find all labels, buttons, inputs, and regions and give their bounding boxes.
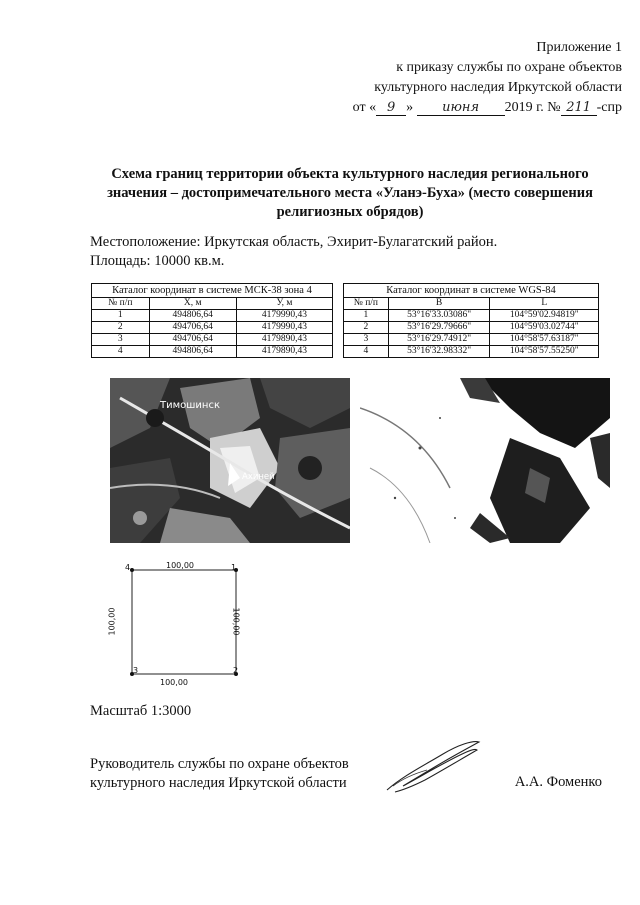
cell-x: 494806,64	[149, 346, 236, 358]
map-label-village: Ахиней	[242, 472, 275, 482]
msk-col-number: № п/п	[92, 298, 150, 310]
cell-x: 494806,64	[149, 310, 236, 322]
boundary-square	[132, 570, 239, 675]
cell-latitude: 53°16'29.79666"	[388, 322, 490, 334]
title-line-1: Схема границ территории объекта культурного наследия регионального	[111, 166, 589, 182]
wgs-col-b: B	[388, 298, 490, 310]
detail-satellite-image	[360, 378, 610, 543]
table-row	[92, 322, 333, 334]
signer-position-line-2: культурного наследия Иркутской области	[90, 775, 347, 791]
cell-number: 3	[344, 334, 389, 346]
point-3-label: 3	[133, 666, 139, 675]
handwritten-signature	[383, 736, 483, 794]
wgs-col-number: № п/п	[344, 298, 389, 310]
order-day: 9	[376, 100, 406, 116]
cell-y: 4179890,43	[236, 346, 332, 358]
point-4-marker	[130, 568, 134, 572]
cell-latitude: 53°16'33.03086"	[388, 310, 490, 322]
side-right-length: 100,00	[231, 607, 241, 636]
cell-number: 1	[344, 310, 389, 322]
signer-name: А.А. Фоменко	[514, 774, 602, 790]
cell-x: 494706,64	[149, 334, 236, 346]
wgs-table-caption: Каталог координат в системе WGS-84	[344, 284, 599, 298]
table-row	[344, 334, 599, 346]
cell-number: 2	[344, 322, 389, 334]
msk-col-x: X, м	[149, 298, 236, 310]
table-row	[92, 334, 333, 346]
cell-number: 3	[92, 334, 150, 346]
cell-number: 4	[344, 346, 389, 358]
point-1-label: 1	[231, 563, 237, 572]
title-line-2: значения – достопримечательного места «Уланэ-Буха» (место совершения	[107, 185, 593, 201]
cell-number: 4	[92, 346, 150, 358]
msk-table-caption: Каталог координат в системе МСК-38 зона 4	[92, 284, 333, 298]
issuing-authority: культурного наследия Иркутской области	[374, 80, 622, 95]
title-line-3: религиозных обрядов)	[276, 204, 424, 220]
map-scale: Масштаб 1:3000	[90, 703, 192, 719]
boundary-plan	[112, 562, 242, 690]
overview-satellite-image	[110, 378, 350, 543]
order-number: 211	[561, 100, 597, 116]
table-row	[344, 322, 599, 334]
signer-position-line-1: Руководитель службы по охране объектов	[90, 756, 349, 772]
table-row	[344, 346, 599, 358]
appendix-number: Приложение 1	[536, 40, 622, 55]
order-reference: к приказу службы по охране объектов	[396, 60, 622, 75]
side-top-length: 100,00	[166, 561, 194, 570]
cell-y: 4179990,43	[236, 322, 332, 334]
date-mid: »	[406, 100, 414, 115]
cell-longitude: 104°58'57.55250"	[490, 346, 599, 358]
cell-longitude: 104°58'57.63187"	[490, 334, 599, 346]
cell-longitude: 104°59'03.02744"	[490, 322, 599, 334]
detail-map-graphic	[360, 378, 610, 543]
msk-col-y: У, м	[236, 298, 332, 310]
order-date-line	[353, 98, 622, 118]
location-text: Местоположение: Иркутская область, Эхирит-Булагатский район.	[90, 234, 498, 250]
side-bottom-length: 100,00	[160, 678, 188, 687]
signature-block	[90, 755, 349, 793]
side-left-length: 100,00	[107, 607, 117, 636]
point-4-label: 4	[125, 563, 131, 572]
table-row	[92, 346, 333, 358]
overview-map-graphic	[110, 378, 350, 543]
wgs-coordinate-table	[343, 283, 599, 358]
cell-x: 494706,64	[149, 322, 236, 334]
area-text: Площадь: 10000 кв.м.	[90, 253, 225, 269]
cell-y: 4179990,43	[236, 310, 332, 322]
cell-latitude: 53°16'29.74912"	[388, 334, 490, 346]
map-label-settlement: Тимошинск	[160, 400, 220, 411]
appendix-header	[353, 38, 622, 118]
msk-coordinate-table	[91, 283, 333, 358]
order-month: июня	[417, 100, 505, 116]
cell-y: 4179890,43	[236, 334, 332, 346]
document-title	[70, 165, 630, 222]
point-2-label: 2	[233, 666, 239, 675]
order-number-suffix: -спр	[596, 100, 622, 115]
cell-number: 1	[92, 310, 150, 322]
order-year: 2019 г. №	[504, 100, 561, 115]
table-row	[344, 310, 599, 322]
cell-longitude: 104°59'02.94819"	[490, 310, 599, 322]
table-row	[92, 310, 333, 322]
cell-latitude: 53°16'32.98332"	[388, 346, 490, 358]
wgs-col-l: L	[490, 298, 599, 310]
cell-number: 2	[92, 322, 150, 334]
date-prefix: от «	[352, 100, 377, 115]
